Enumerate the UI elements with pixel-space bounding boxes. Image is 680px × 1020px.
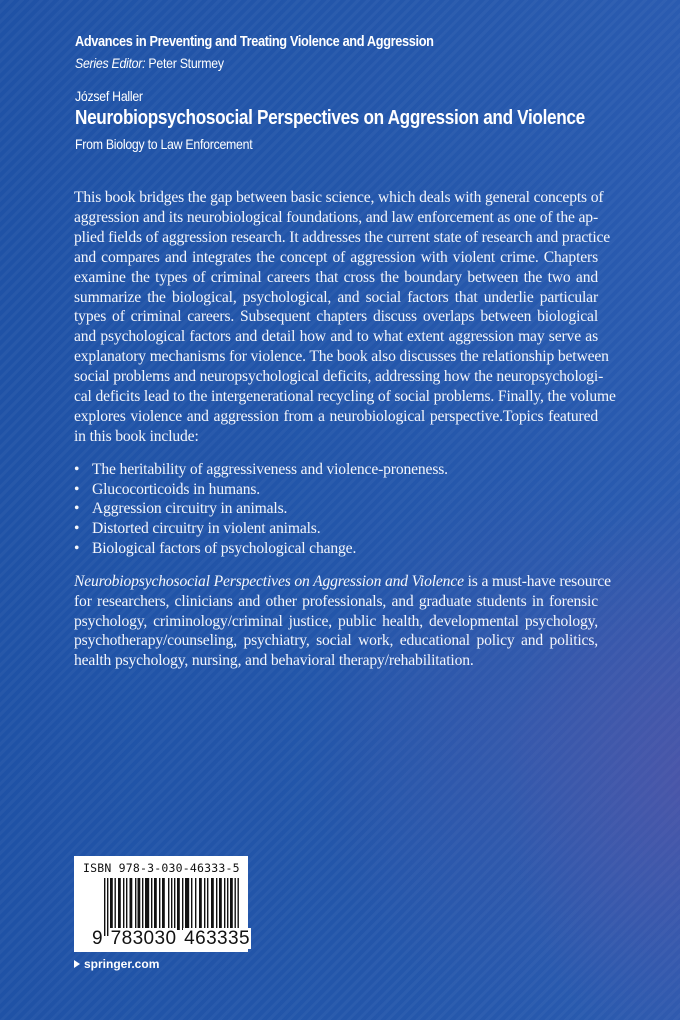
topics-list bbox=[74, 460, 598, 559]
springer-website-link[interactable] bbox=[74, 957, 159, 971]
author-name: József Haller bbox=[75, 88, 143, 104]
springer-link-text: springer.com bbox=[84, 957, 160, 971]
audience-line bbox=[74, 572, 611, 592]
play-arrow-icon bbox=[74, 960, 80, 968]
audience-book-title: Neurobiopsychosocial Perspectives on Aggression and Violence bbox=[74, 572, 464, 590]
book-description bbox=[74, 188, 616, 671]
topic-item bbox=[74, 519, 598, 539]
series-editor-label: Series Editor: bbox=[75, 55, 146, 71]
series-title: Advances in Preventing and Treating Violence and Aggression bbox=[75, 34, 434, 50]
audience-paragraph bbox=[74, 572, 611, 672]
description-line: summarize the biological, psychological, and social factors that underlie particular bbox=[74, 288, 598, 306]
description-line: types of criminal careers. Subsequent chapters discuss overlaps between biological bbox=[74, 308, 598, 326]
bullet-icon: • bbox=[74, 500, 80, 518]
barcode-digit-lead: 9 bbox=[92, 928, 103, 949]
book-subtitle: From Biology to Law Enforcement bbox=[75, 136, 253, 152]
audience-line: for researchers, clinicians and other professionals, and graduate students in forensic bbox=[74, 592, 598, 610]
series-editor bbox=[75, 55, 224, 71]
description-line: This book bridges the gap between basic science, which deals with general concepts of bbox=[74, 189, 604, 206]
description-line: explanatory mechanisms for violence. The book also discusses the relationship between bbox=[74, 348, 609, 366]
audience-text: is a must-have resource bbox=[463, 572, 611, 590]
isbn-barcode bbox=[74, 856, 248, 952]
isbn-label: ISBN 978-3-030-46333-5 bbox=[83, 861, 240, 875]
topic-item bbox=[74, 460, 598, 480]
bullet-icon: • bbox=[74, 480, 80, 498]
description-line: aggression and its neurobiological foundations, and law enforcement as one of the ap- bbox=[74, 208, 598, 226]
bullet-icon: • bbox=[74, 539, 80, 557]
bullet-icon: • bbox=[74, 520, 80, 538]
barcode-digit-group: 783030 bbox=[110, 928, 177, 949]
book-title: Neurobiopsychosocial Perspectives on Aggression and Violence bbox=[75, 107, 585, 129]
audience-line: psychotherapy/counseling, psychiatry, social work, educational policy and politics, bbox=[74, 632, 598, 650]
barcode-digit-group: 463335 bbox=[184, 928, 250, 949]
description-line: plied fields of aggression research. It addresses the current state of research and practice bbox=[74, 228, 611, 246]
barcode-digits bbox=[91, 928, 251, 950]
topic-item bbox=[74, 480, 598, 500]
topic-text: The heritability of aggressiveness and violence-proneness. bbox=[92, 460, 448, 478]
series-editor-name: Peter Sturmey bbox=[145, 55, 224, 71]
audience-line: psychology, criminology/criminal justice, public health, developmental psychology, bbox=[74, 612, 598, 630]
bullet-icon: • bbox=[74, 460, 80, 478]
description-paragraph bbox=[74, 188, 616, 447]
description-line: and psychological factors and detail how and to what extent aggression may serve as bbox=[74, 328, 598, 346]
topic-text: Glucocorticoids in humans. bbox=[92, 480, 261, 498]
description-line: cal deficits lead to the intergenerational recycling of social problems. Finally, the volume bbox=[74, 388, 616, 406]
topic-item bbox=[74, 539, 598, 559]
audience-line: health psychology, nursing, and behavioral therapy/rehabilitation. bbox=[74, 652, 474, 670]
description-line: examine the types of criminal careers that cross the boundary between the two and bbox=[74, 268, 598, 286]
description-line: explores violence and aggression from a neurobiological perspective.Topics featured bbox=[74, 407, 598, 425]
topic-text: Distorted circuitry in violent animals. bbox=[92, 520, 321, 538]
topic-text: Aggression circuitry in animals. bbox=[92, 500, 288, 518]
description-line: and compares and integrates the concept of aggression with violent crime. Chapters bbox=[74, 248, 598, 266]
topic-item bbox=[74, 499, 598, 519]
description-line: in this book include: bbox=[74, 427, 199, 445]
topic-text: Biological factors of psychological change. bbox=[92, 539, 357, 557]
description-line: social problems and neuropsychological deficits, addressing how the neuropsychologi- bbox=[74, 368, 604, 386]
